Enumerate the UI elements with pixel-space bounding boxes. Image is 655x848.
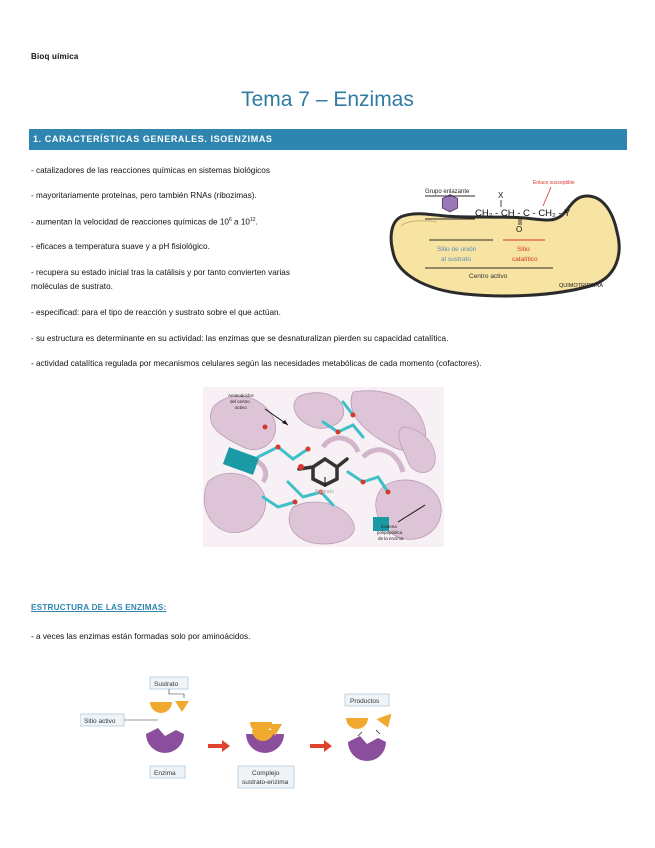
- product-half-circle: [346, 718, 368, 729]
- label-cadena-3: de la enzima: [378, 536, 404, 541]
- product-triangle: [376, 714, 395, 731]
- enzyme-pacman-3: [348, 736, 386, 761]
- label-complejo-2: sustrato-enzima: [242, 779, 289, 786]
- label-aminoacidos-2: del centro: [230, 399, 250, 404]
- label-cadena-2: polipeptídica: [377, 530, 403, 535]
- bullet-recupera-1: - recupera su estado inicial tras la catálisis y por tanto convierten varias: [31, 268, 290, 277]
- label-quimotripsina: QUIMOTRIPSINA: [559, 283, 604, 289]
- substrate-triangle: [175, 701, 189, 712]
- formula-main: CH₂ - CH - C - CH₂ - Y: [475, 208, 571, 219]
- hexagon-icon: [442, 195, 457, 212]
- label-sitio-catalitico-1: Sitio: [517, 246, 530, 253]
- bullet-proteinas: - mayoritariamente proteínas, pero también RNAs (ribozimas).: [31, 191, 257, 200]
- page-title: Tema 7 – Enzimas: [241, 88, 414, 111]
- section-heading: 1. CARACTERÍSTICAS GENERALES. ISOENZIMAS: [29, 129, 627, 150]
- bullet-aminoacidos: - a veces las enzimas están formadas solo por aminoácidos.: [31, 632, 251, 641]
- label-aminoacidos-1: Aminoácidos: [228, 393, 254, 398]
- arrow-icon-1: [208, 740, 230, 752]
- label-sitio-union-2: al sustrato: [441, 256, 471, 263]
- velocidad-text-start: - aumentan la velocidad de reacciones químicas de 10: [31, 217, 229, 227]
- label-productos: Productos: [350, 698, 380, 705]
- label-sustrato: Sustrato: [154, 681, 179, 688]
- bullet-catalizadores: - catalizadores de las reacciones químicas en sistemas biológicos: [31, 166, 270, 175]
- label-grupo-enlazante: Grupo enlazante: [425, 189, 470, 195]
- protein-structure-image: [203, 387, 444, 547]
- arrow-icon-2: [310, 740, 332, 752]
- structure-heading: ESTRUCTURA DE LAS ENZIMAS:: [31, 603, 167, 612]
- label-cadena-1: Cadena: [381, 524, 397, 529]
- label-complejo-1: Complejo: [252, 770, 280, 777]
- label-enlace-susceptible: Enlace susceptible: [533, 180, 575, 186]
- velocidad-text-mid: a 10: [231, 217, 250, 227]
- bullet-recupera-2: moléculas de sustrato.: [31, 282, 113, 291]
- exponent-6: 6: [228, 217, 232, 223]
- bullet-especificad: - especificad: para el tipo de reacción y sustrato sobre el que actúan.: [31, 308, 281, 317]
- bullet-velocidad: [31, 214, 258, 229]
- formula-o: O: [516, 225, 523, 234]
- velocidad-text-end: .: [255, 217, 258, 227]
- label-sustrato-protein: Sustrato: [315, 489, 334, 495]
- label-sitio-union-1: Sitio de unión: [437, 246, 477, 253]
- label-sitio-activo: Sitio activo: [84, 718, 116, 725]
- active-site-diagram: [385, 174, 625, 304]
- label-enzima: Enzima: [154, 770, 176, 777]
- formula-x: X: [498, 191, 504, 200]
- label-aminoacidos-3: activo: [235, 405, 247, 410]
- running-header: Bioq uímica: [31, 52, 79, 61]
- exponent-12: 12: [249, 217, 256, 223]
- substrate-half-circle: [150, 702, 172, 713]
- bullet-estructura: - su estructura es determinante en su actividad: las enzimas que se desnaturalizan pierden su capacidad catalítica.: [31, 334, 449, 343]
- enzyme-pacman-1: [146, 728, 184, 753]
- label-sitio-catalitico-2: catalítico: [512, 256, 538, 263]
- enlace-pointer: [543, 187, 551, 206]
- enzyme-mechanism-diagram: [80, 672, 410, 792]
- bullet-regulada: - actividad catalítica regulada por mecanismos celulares según las necesidades metabólicas de cada momento (cofactores).: [31, 359, 482, 368]
- label-centro-activo: Centro activo: [469, 273, 508, 280]
- bullet-eficaces: - eficaces a temperatura suave y a pH fisiológico.: [31, 242, 210, 251]
